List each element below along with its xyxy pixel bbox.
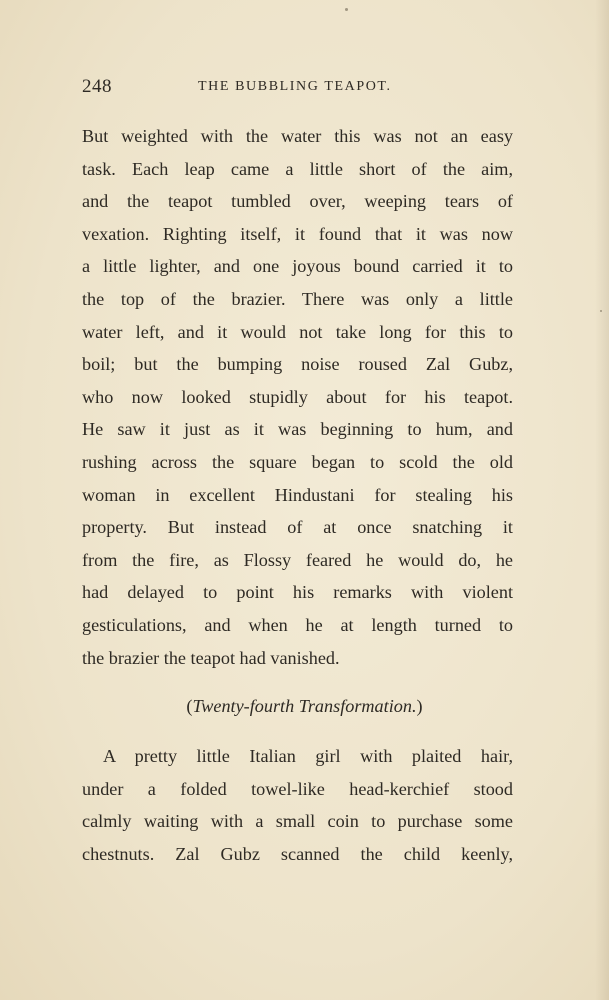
- text-line: the brazier the teapot had vanished.: [82, 647, 340, 668]
- text-line: boil; but the bumping noise roused Zal Gubz,: [82, 354, 513, 375]
- text-line: the top of the brazier. There was only a little: [82, 288, 513, 309]
- text-line: chestnuts. Zal Gubz scanned the child keenly,: [82, 843, 513, 864]
- text-line: calmly waiting with a small coin to purchase some: [82, 811, 513, 832]
- text-line: A pretty little Italian girl with plaited hair,: [103, 746, 513, 766]
- text-line: had delayed to point his remarks with violent: [82, 582, 513, 603]
- heading-close-paren: ): [416, 696, 423, 716]
- page-number: 248: [82, 76, 112, 97]
- page-header: [82, 76, 512, 100]
- text-line: woman in excellent Hindustani for stealing his: [82, 484, 513, 505]
- heading-open-paren: (: [186, 696, 193, 716]
- text-line: He saw it just as it was beginning to hum, and: [82, 419, 513, 440]
- paper-speck: [345, 8, 348, 11]
- text-line: under a folded towel-like head-kerchief stood: [82, 778, 513, 799]
- text-line: who now looked stupidly about for his teapot.: [82, 386, 513, 407]
- text-line: water left, and it would not take long for this to: [82, 321, 513, 342]
- text-line: gesticulations, and when he at length turned to: [82, 614, 513, 635]
- text-line: a little lighter, and one joyous bound carried it to: [82, 256, 513, 277]
- text-line: and the teapot tumbled over, weeping tears of: [82, 191, 513, 212]
- paragraph-1: [82, 120, 513, 674]
- page-edge-shadow: [595, 0, 609, 1000]
- paper-speck: [600, 310, 602, 312]
- section-heading: [0, 690, 609, 722]
- text-line: But weighted with the water this was not an easy: [82, 126, 513, 146]
- text-line: property. But instead of at once snatching it: [82, 517, 513, 538]
- running-head: THE BUBBLING TEAPOT.: [198, 79, 392, 94]
- paragraph-2: [82, 740, 513, 870]
- text-line: from the fire, as Flossy feared he would do, he: [82, 549, 513, 570]
- text-line: vexation. Righting itself, it found that it was now: [82, 223, 513, 244]
- heading-title: Twenty-fourth Transformation.: [192, 696, 417, 716]
- text-line: rushing across the square began to scold the old: [82, 451, 513, 472]
- text-line: task. Each leap came a little short of the aim,: [82, 158, 513, 179]
